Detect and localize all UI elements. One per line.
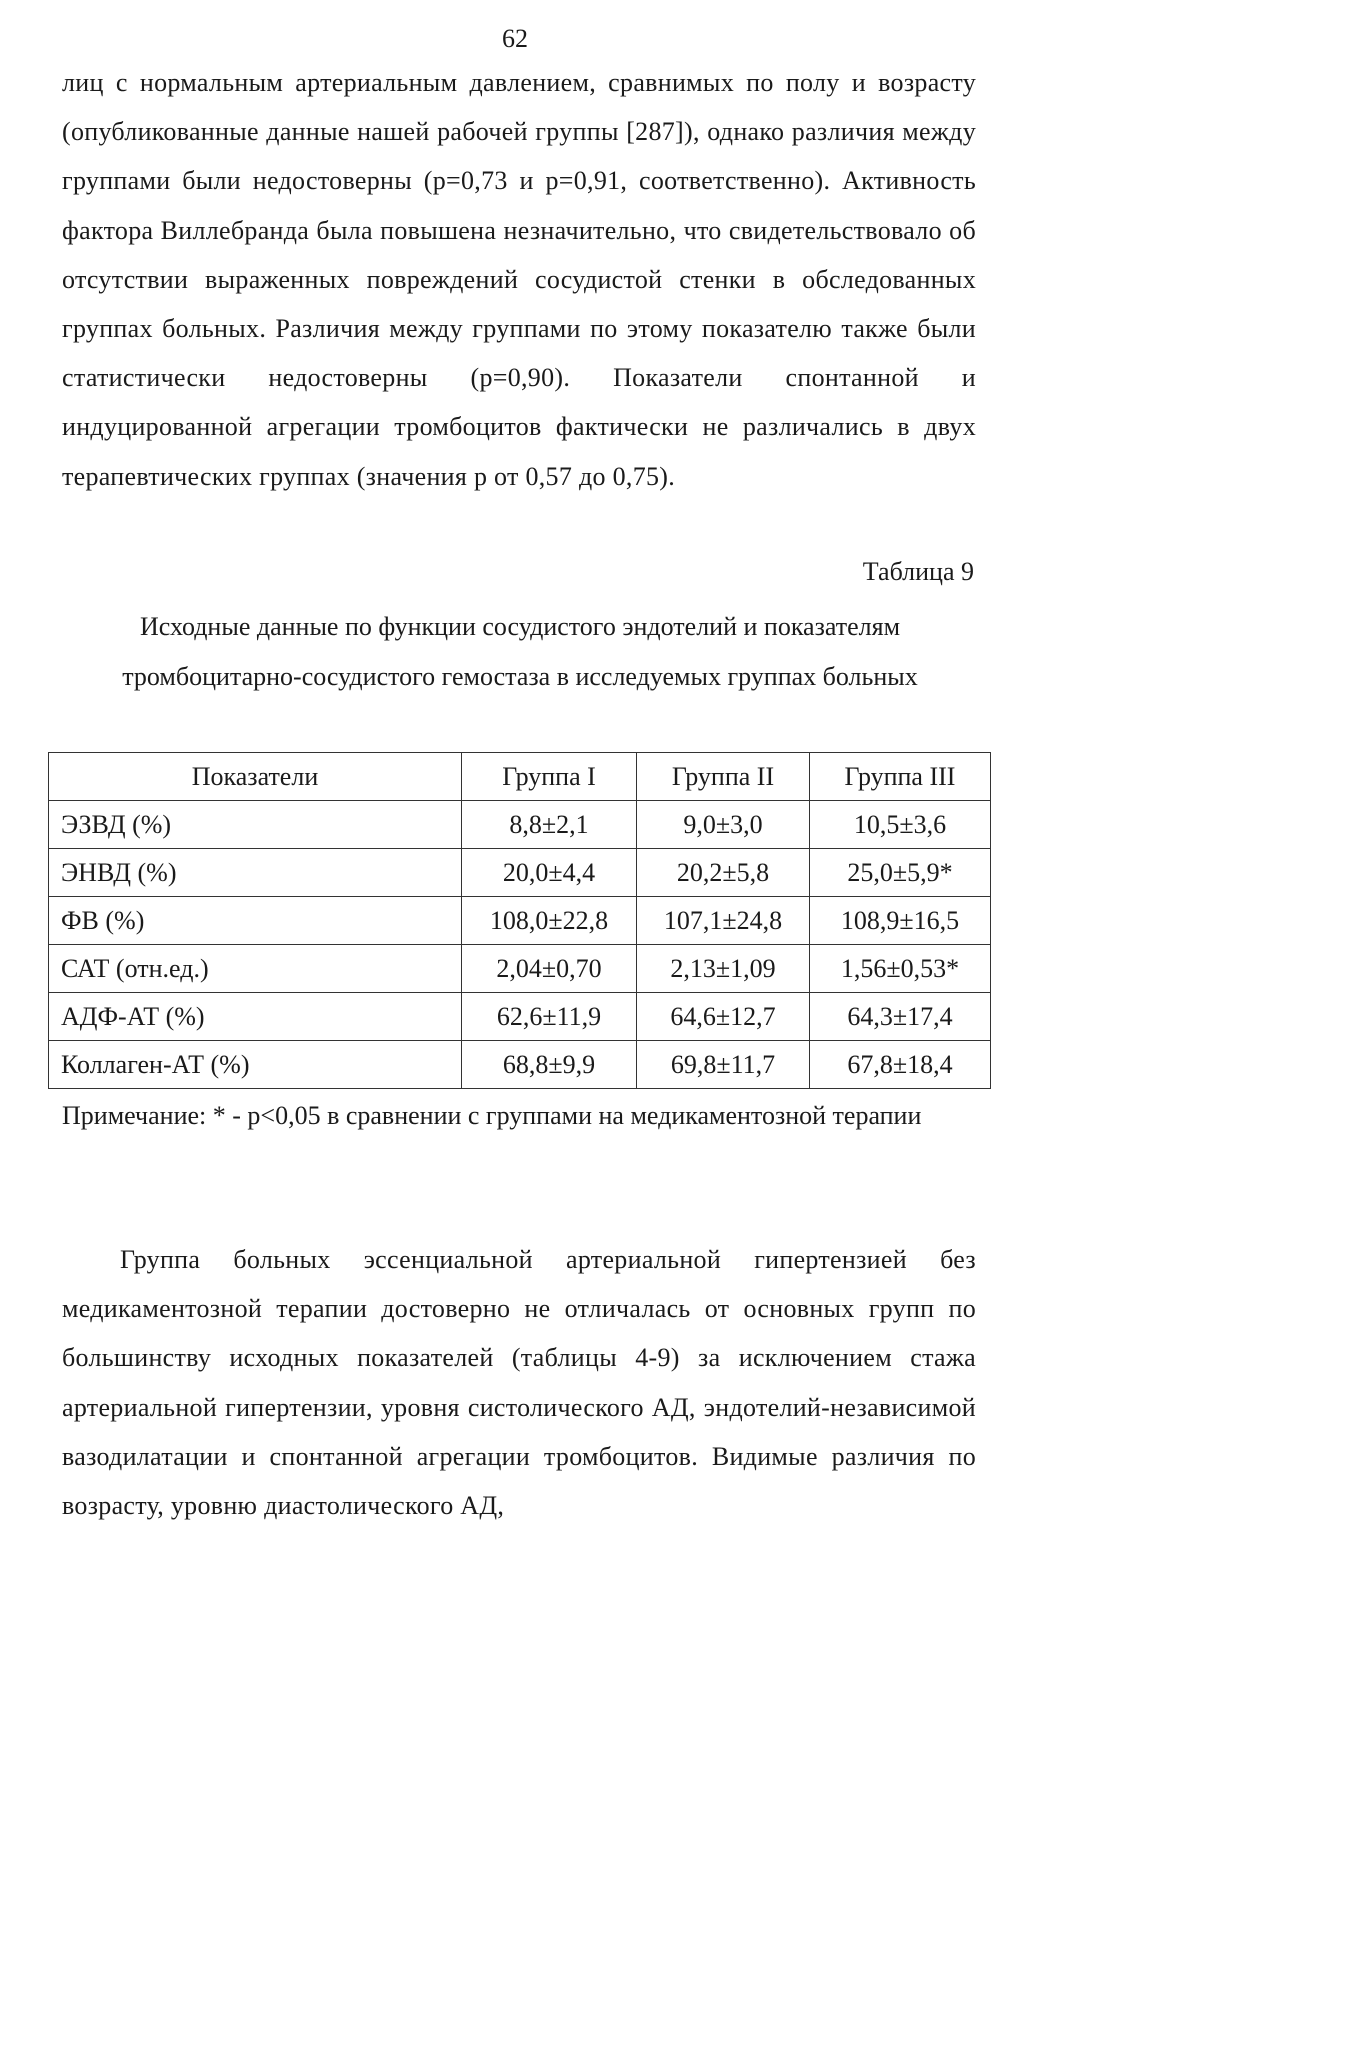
- table-caption-line-2: тромбоцитарно-сосудистого гемостаза в исследуемых группах больных: [122, 662, 918, 691]
- column-header-group-1: Группа I: [462, 753, 637, 801]
- table-cell: 25,0±5,9*: [810, 849, 991, 897]
- row-label: САТ (отн.ед.): [49, 945, 462, 993]
- column-header-group-3: Группа III: [810, 753, 991, 801]
- table-cell: 107,1±24,8: [637, 897, 810, 945]
- table-cell: 108,9±16,5: [810, 897, 991, 945]
- row-label: АДФ-АТ (%): [49, 993, 462, 1041]
- table-cell: 9,0±3,0: [637, 801, 810, 849]
- table-cell: 2,13±1,09: [637, 945, 810, 993]
- table-cell: 20,2±5,8: [637, 849, 810, 897]
- table-cell: 64,3±17,4: [810, 993, 991, 1041]
- column-header-indicator: Показатели: [49, 753, 462, 801]
- table-caption-line-1: Исходные данные по функции сосудистого эндотелий и показателям: [139, 612, 901, 641]
- table-row: [49, 993, 991, 1041]
- table-row: [49, 801, 991, 849]
- page-number: 62: [502, 24, 528, 53]
- table-row: [49, 1041, 991, 1089]
- table-cell: 64,6±12,7: [637, 993, 810, 1041]
- row-label: Коллаген-АТ (%): [49, 1041, 462, 1089]
- row-label: ЭНВД (%): [49, 849, 462, 897]
- table-label: Таблица 9: [862, 557, 974, 586]
- table-row: [49, 945, 991, 993]
- table-cell: 10,5±3,6: [810, 801, 991, 849]
- table-row: [49, 897, 991, 945]
- table-cell: 68,8±9,9: [462, 1041, 637, 1089]
- column-header-group-2: Группа II: [637, 753, 810, 801]
- table-cell: 69,8±11,7: [637, 1041, 810, 1089]
- table-row: [49, 849, 991, 897]
- table-header-row: [49, 753, 991, 801]
- body-paragraph-2: Группа больных эссенциальной артериальной гипертензией без медикаментозной терапии достоверно не отличалась от основных групп по большинству исходных показателей (таблицы 4-9) за исключением стажа артериальной гипертензии, уровня систолического АД, эндотелий-независимой вазодилатации и спонтанной агрегации тромбоцитов. Видимые различия по возрасту, уровню диастолического АД,: [62, 1245, 976, 1521]
- table-cell: 108,0±22,8: [462, 897, 637, 945]
- table-cell: 20,0±4,4: [462, 849, 637, 897]
- table-cell: 8,8±2,1: [462, 801, 637, 849]
- table-caption: [40, 602, 1000, 702]
- row-label: ФВ (%): [49, 897, 462, 945]
- body-paragraph-1: лиц с нормальным артериальным давлением, сравнимых по полу и возрасту (опубликованные данные нашей рабочей группы [287]), однако различия между группами были недостоверны (p=0,73 и p=0,91, соответственно). Активность фактора Виллебранда была повышена незначительно, что свидетельствовало об отсутствии выраженных повреждений сосудистой стенки в обследованных группах больных. Различия между группами по этому показателю также были статистически недостоверны (p=0,90). Показатели спонтанной и индуцированной агрегации тромбоцитов фактически не различались в двух терапевтических группах (значения p от 0,57 до 0,75).: [62, 68, 976, 491]
- table-cell: 67,8±18,4: [810, 1041, 991, 1089]
- data-table: [48, 752, 991, 1089]
- table-cell: 62,6±11,9: [462, 993, 637, 1041]
- table-cell: 2,04±0,70: [462, 945, 637, 993]
- table-cell: 1,56±0,53*: [810, 945, 991, 993]
- table-note: Примечание: * - p<0,05 в сравнении с группами на медикаментозной терапии: [62, 1101, 922, 1130]
- row-label: ЭЗВД (%): [49, 801, 462, 849]
